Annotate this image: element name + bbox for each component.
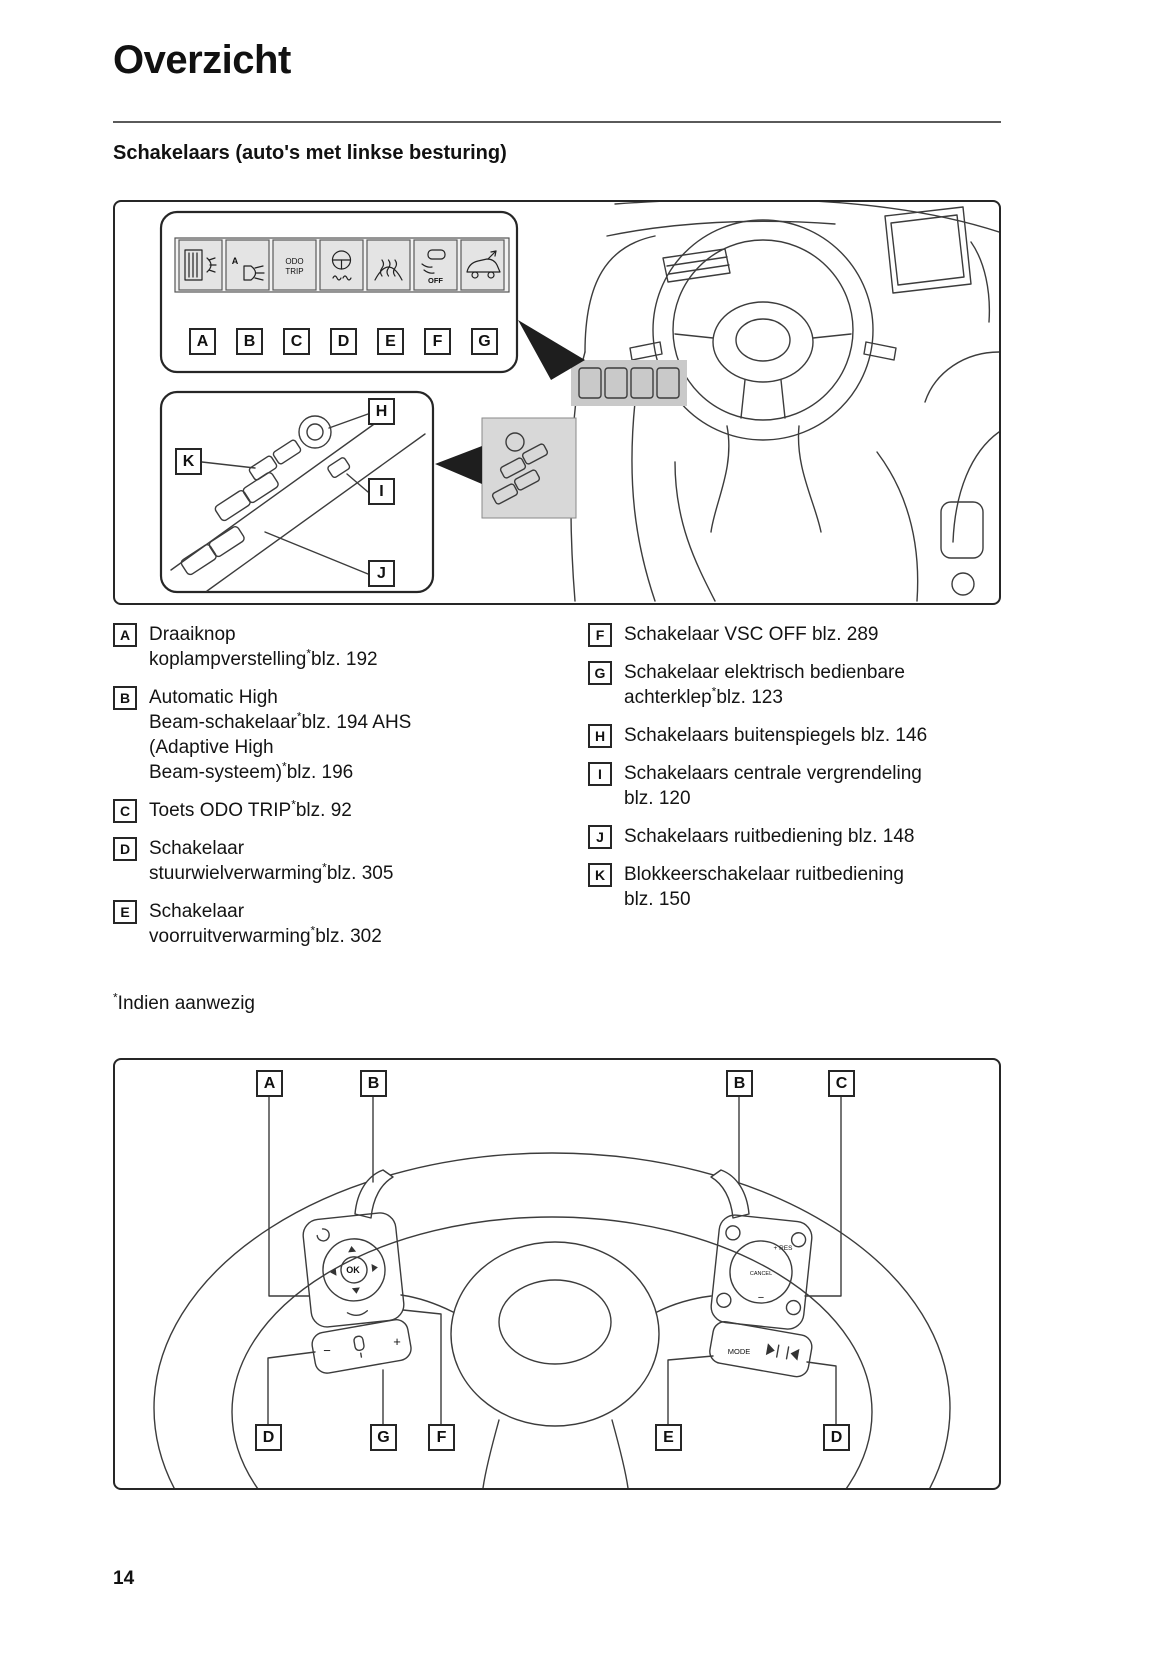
- figure-steering-wheel-switches: [113, 1058, 1001, 1490]
- page-title: Overzicht: [113, 38, 291, 82]
- figure1-illustration: [115, 202, 999, 603]
- footnote-text: Indien aanwezig: [117, 993, 255, 1014]
- legend-key-c: C: [113, 799, 137, 823]
- legend-text-a: [149, 622, 378, 672]
- legend-key-k: K: [588, 863, 612, 887]
- legend-key-b: B: [113, 686, 137, 710]
- callout2-g: G: [370, 1424, 397, 1451]
- volume-minus-label: −: [323, 1343, 331, 1358]
- windshield-defrost-icon: [367, 240, 410, 290]
- legend-text-d: [149, 836, 393, 886]
- legend-line: (Adaptive High: [149, 737, 274, 758]
- callout-switch-c: C: [283, 328, 310, 355]
- legend-line: blz. 150: [624, 889, 691, 910]
- legend-item-d: [113, 836, 566, 886]
- legend-item-h: [588, 723, 1001, 748]
- legend-key-i: I: [588, 762, 612, 786]
- vsc-off-icon: [414, 240, 457, 290]
- callout-switch-d: D: [330, 328, 357, 355]
- legend-key-j: J: [588, 825, 612, 849]
- callout-h: H: [368, 398, 395, 425]
- callout2-e: E: [655, 1424, 682, 1451]
- legend-line: Schakelaar elektrisch bedienbare: [624, 662, 905, 683]
- auto-high-beam-letter: A: [231, 256, 239, 266]
- mode-button-label: MODE: [727, 1347, 751, 1356]
- callout-switch-g: G: [471, 328, 498, 355]
- legend-line: achterklep*blz. 123: [624, 684, 783, 708]
- figure-dashboard-switches: [113, 200, 1001, 605]
- mode-pod: [708, 1320, 814, 1379]
- legend-line: Draaiknop: [149, 624, 236, 645]
- legend-line: Schakelaar VSC OFF blz. 289: [624, 624, 879, 645]
- legend-text-e: [149, 899, 382, 949]
- legend-key-g: G: [588, 661, 612, 685]
- arrow-to-door-inset: [435, 446, 482, 484]
- auto-high-beam-icon: [226, 240, 269, 290]
- legend-item-a: [113, 622, 566, 672]
- callout-switch-f: F: [424, 328, 451, 355]
- legend: [113, 622, 1001, 962]
- legend-key-f: F: [588, 623, 612, 647]
- legend-key-h: H: [588, 724, 612, 748]
- callout-j: J: [368, 560, 395, 587]
- callout2-d-right: D: [823, 1424, 850, 1451]
- legend-line: Beam-systeem)*blz. 196: [149, 759, 354, 783]
- switch-panel-location-highlight: [571, 360, 687, 406]
- vsc-off-text: OFF: [428, 276, 443, 285]
- ok-button-label: OK: [346, 1265, 360, 1275]
- legend-item-b: [113, 685, 566, 785]
- legend-item-g: [588, 660, 1001, 710]
- legend-text-i: [624, 761, 922, 811]
- section-heading: Schakelaars (auto's met linkse besturing): [113, 142, 507, 164]
- legend-line: Schakelaar: [149, 838, 245, 859]
- callout2-b-right: B: [726, 1070, 753, 1097]
- callout-i: I: [368, 478, 395, 505]
- legend-item-e: [113, 899, 566, 949]
- legend-text-f: [624, 622, 879, 647]
- footnote: [113, 990, 255, 1015]
- legend-text-g: [624, 660, 905, 710]
- callout2-c: C: [828, 1070, 855, 1097]
- legend-line: Schakelaar: [149, 901, 245, 922]
- legend-key-e: E: [113, 900, 137, 924]
- legend-item-i: [588, 761, 1001, 811]
- legend-line: Schakelaars buitenspiegels blz. 146: [624, 725, 928, 746]
- legend-line: Blokkeerschakelaar ruitbediening: [624, 864, 904, 885]
- res-button-label: + RES: [773, 1245, 793, 1252]
- legend-line: Schakelaars ruitbediening blz. 148: [624, 826, 915, 847]
- legend-text-k: [624, 862, 904, 912]
- legend-text-c: [149, 798, 352, 823]
- power-back-door-icon: [461, 240, 504, 290]
- legend-line: koplampverstelling*blz. 192: [149, 646, 378, 670]
- legend-item-c: [113, 798, 566, 823]
- legend-item-k: [588, 862, 1001, 912]
- legend-line: Automatic High: [149, 687, 278, 708]
- callout2-a: A: [256, 1070, 283, 1097]
- odo-text: ODO: [285, 257, 304, 266]
- legend-key-a: A: [113, 623, 137, 647]
- callout2-f: F: [428, 1424, 455, 1451]
- figure2-illustration: [115, 1060, 999, 1488]
- legend-line: voorruitverwarming*blz. 302: [149, 923, 382, 947]
- callout-switch-a: A: [189, 328, 216, 355]
- legend-text-h: [624, 723, 927, 748]
- footnote-asterisk: *: [113, 990, 118, 1005]
- divider-rule: [113, 121, 1001, 123]
- headlight-leveling-dial-icon: [179, 240, 222, 290]
- legend-line: blz. 120: [624, 788, 691, 809]
- legend-line: Schakelaars centrale vergrendeling: [624, 763, 922, 784]
- volume-plus-label: +: [393, 1334, 401, 1349]
- callout2-d-left: D: [255, 1424, 282, 1451]
- trip-text: TRIP: [285, 267, 304, 276]
- page-number: 14: [113, 1568, 135, 1589]
- legend-text-j: [624, 824, 914, 849]
- legend-item-j: [588, 824, 1001, 849]
- callout2-b-left: B: [360, 1070, 387, 1097]
- paddle-shifter-left: [355, 1170, 393, 1218]
- legend-item-f: [588, 622, 1001, 647]
- legend-text-b: [149, 685, 411, 785]
- legend-key-d: D: [113, 837, 137, 861]
- callout-switch-e: E: [377, 328, 404, 355]
- legend-line: Beam-schakelaar*blz. 194 AHS: [149, 709, 412, 733]
- legend-line: Toets ODO TRIP*blz. 92: [149, 797, 352, 821]
- callout-k: K: [175, 448, 202, 475]
- cruise-minus-label: −: [757, 1292, 765, 1304]
- door-switch-location-inset: [482, 418, 576, 518]
- legend-column-right: [588, 622, 1001, 962]
- paddle-shifter-right: [711, 1170, 749, 1218]
- cancel-button-label: CANCEL: [749, 1271, 773, 1277]
- callout-switch-b: B: [236, 328, 263, 355]
- odo-trip-icon: [273, 240, 316, 290]
- legend-column-left: [113, 622, 566, 962]
- steering-wheel-heater-icon: [320, 240, 363, 290]
- figure1-callout-lines: [202, 414, 368, 574]
- legend-line: stuurwielverwarming*blz. 305: [149, 860, 394, 884]
